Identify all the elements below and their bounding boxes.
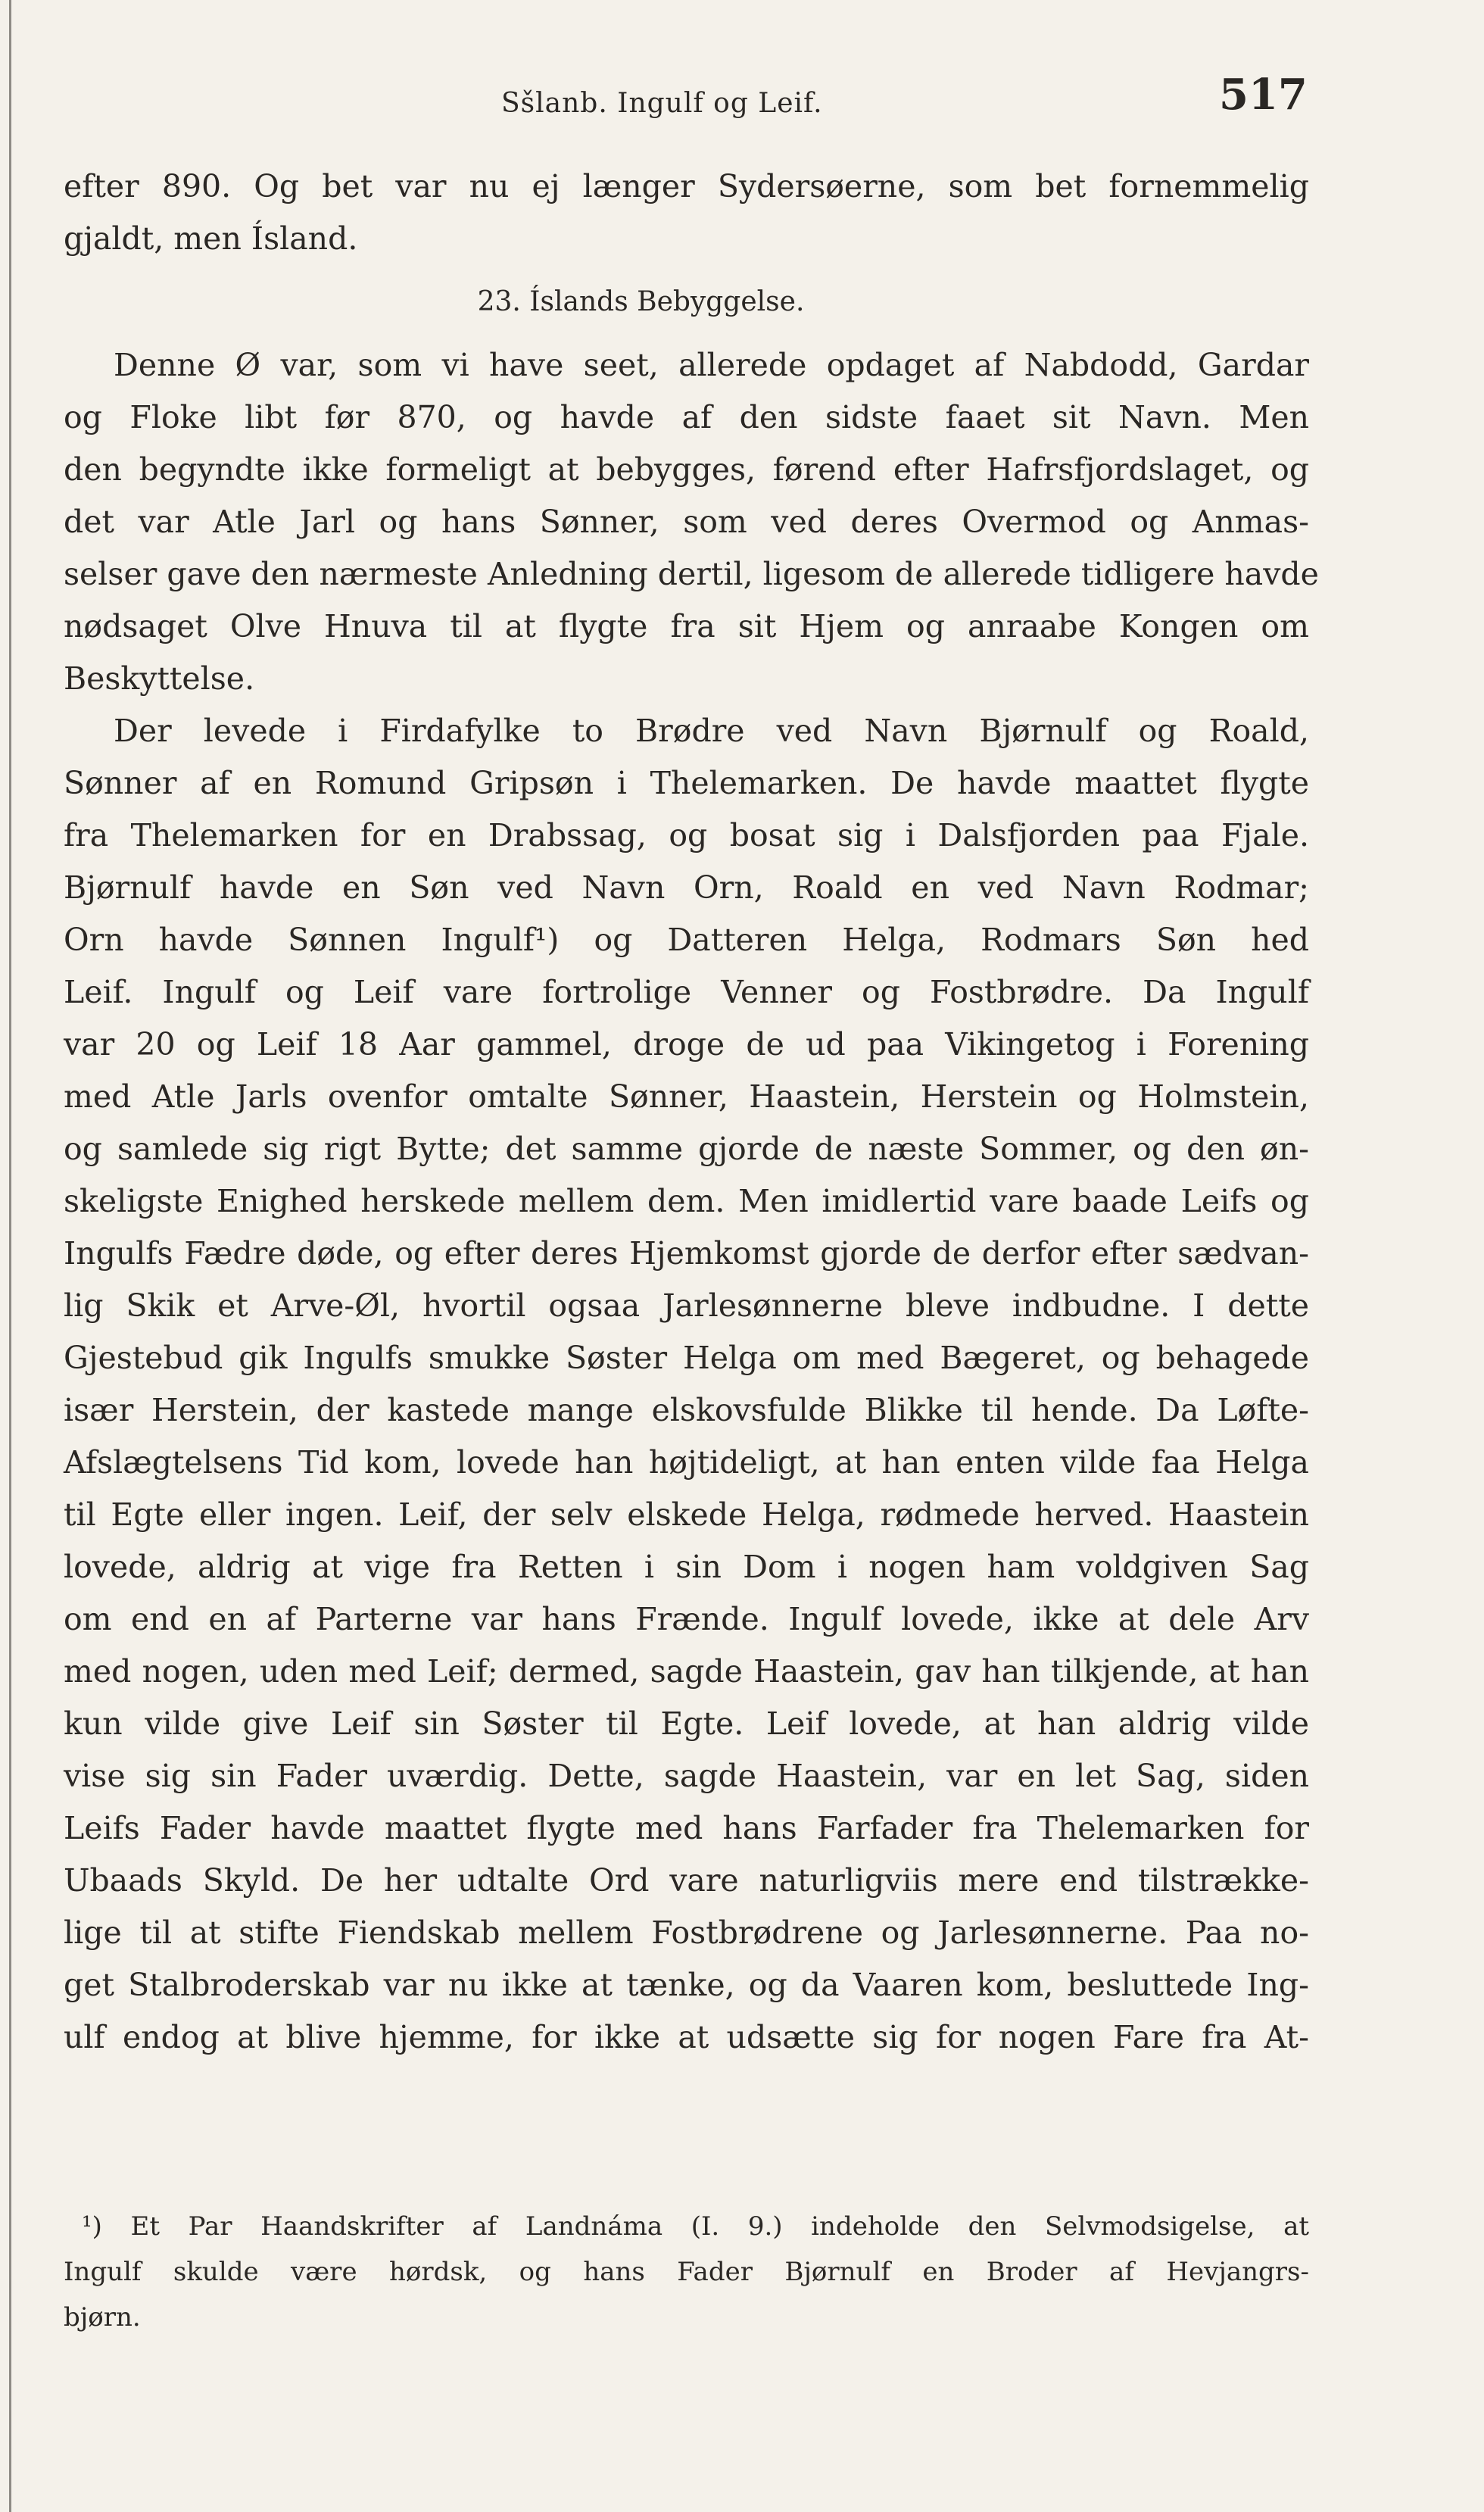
text-line: med nogen, uden med Leif; dermed, sagde Haastein, gav han tilkjende, at han xyxy=(64,1653,1309,1690)
text-line: fra Thelemarken for en Drabssag, og bosat sig i Dalsfjorden paa Fjale. xyxy=(64,817,1309,853)
footnote-line: ¹) Et Par Haandskrifter af Landnáma (I. 9.) indeholde den Selvmodsigelse, at xyxy=(82,2211,1309,2242)
text-line: get Stalbroderskab var nu ikke at tænke, og da Vaaren kom, besluttede Ing- xyxy=(64,1967,1309,2003)
footnote-line: Ingulf skulde være hørdsk, og hans Fader Bjørnulf en Broder af Hevjangrs- xyxy=(64,2257,1309,2287)
text-line: Beskyttelse. xyxy=(64,660,255,697)
text-line: nødsaget Olve Hnuva til at flygte fra sit Hjem og anraabe Kongen om xyxy=(64,608,1309,644)
text-line: var 20 og Leif 18 Aar gammel, droge de ud paa Vikingetog i Forening xyxy=(64,1026,1309,1063)
text-line: Leif. Ingulf og Leif vare fortrolige Venner og Fostbrødre. Da Ingulf xyxy=(64,974,1309,1010)
page-number: 517 xyxy=(1219,70,1308,120)
text-line: til Egte eller ingen. Leif, der selv elskede Helga, rødmede herved. Haastein xyxy=(64,1496,1309,1533)
text-line: Afslægtelsens Tid kom, lovede han højtideligt, at han enten vilde faa Helga xyxy=(64,1444,1309,1481)
footnote xyxy=(64,2204,1309,2340)
text-line: gjaldt, men Ísland. xyxy=(64,220,358,257)
text-line: skeligste Enighed herskede mellem dem. Men imidlertid vare baade Leifs og xyxy=(64,1183,1309,1219)
page-edge-line xyxy=(9,0,11,2512)
text-line: lovede, aldrig at vige fra Retten i sin Dom i nogen ham voldgiven Sag xyxy=(64,1549,1309,1585)
text-line: Der levede i Firdafylke to Brødre ved Navn Bjørnulf og Roald, xyxy=(114,713,1309,749)
text-line: lig Skik et Arve-Øl, hvortil ogsaa Jarlesønnerne bleve indbudne. I dette xyxy=(64,1287,1309,1324)
text-line: Bjørnulf havde en Søn ved Navn Orn, Roald en ved Navn Rodmar; xyxy=(64,869,1309,906)
text-line: det var Atle Jarl og hans Sønner, som ved deres Overmod og Anmas- xyxy=(64,504,1309,540)
footnote-line: bjørn. xyxy=(64,2302,141,2333)
section-heading: 23. Íslands Bebyggelse. xyxy=(477,286,805,317)
text-line: Leifs Fader havde maattet flygte med hans Farfader fra Thelemarken for xyxy=(64,1810,1309,1846)
text-line: med Atle Jarls ovenfor omtalte Sønner, Haastein, Herstein og Holmstein, xyxy=(64,1078,1309,1115)
text-line: Ubaads Skyld. De her udtalte Ord vare naturligviis mere end tilstrække- xyxy=(64,1862,1309,1899)
text-line: lige til at stifte Fiendskab mellem Fostbrødrene og Jarlesønnerne. Paa no- xyxy=(64,1914,1309,1951)
body-text xyxy=(64,161,1319,2064)
text-line: ulf endog at blive hjemme, for ikke at udsætte sig for nogen Fare fra At- xyxy=(64,2019,1309,2055)
text-line: vise sig sin Fader uværdig. Dette, sagde Haastein, var en let Sag, siden xyxy=(64,1758,1309,1794)
running-head-title: Sšlanb. Ingulf og Leif. xyxy=(501,88,823,119)
text-line: og samlede sig rigt Bytte; det samme gjorde de næste Sommer, og den øn- xyxy=(64,1131,1309,1167)
text-line: og Floke libt før 870, og havde af den sidste faaet sit Navn. Men xyxy=(64,399,1309,435)
running-head xyxy=(0,70,1484,130)
text-line: selser gave den nærmeste Anledning dertil, ligesom de allerede tidligere havde xyxy=(64,556,1319,592)
text-line: kun vilde give Leif sin Søster til Egte. Leif lovede, at han aldrig vilde xyxy=(64,1705,1309,1742)
text-line: Denne Ø var, som vi have seet, allerede opdaget af Nabdodd, Gardar xyxy=(114,347,1309,383)
text-line: den begyndte ikke formeligt at bebygges, førend efter Hafrsfjordslaget, og xyxy=(64,451,1309,488)
text-line: Gjestebud gik Ingulfs smukke Søster Helga om med Bægeret, og behagede xyxy=(64,1340,1309,1376)
text-line: om end en af Parterne var hans Frænde. Ingulf lovede, ikke at dele Arv xyxy=(64,1601,1309,1637)
text-line: efter 890. Og bet var nu ej længer Sydersøerne, som bet fornemmelig xyxy=(64,168,1309,204)
text-line: Ingulfs Fædre døde, og efter deres Hjemkomst gjorde de derfor efter sædvan- xyxy=(64,1235,1309,1272)
text-line: Sønner af en Romund Gripsøn i Thelemarken. De havde maattet flygte xyxy=(64,765,1309,801)
text-line: Orn havde Sønnen Ingulf¹) og Datteren Helga, Rodmars Søn hed xyxy=(64,922,1309,958)
text-line: især Herstein, der kastede mange elskovsfulde Blikke til hende. Da Løfte- xyxy=(64,1392,1309,1428)
